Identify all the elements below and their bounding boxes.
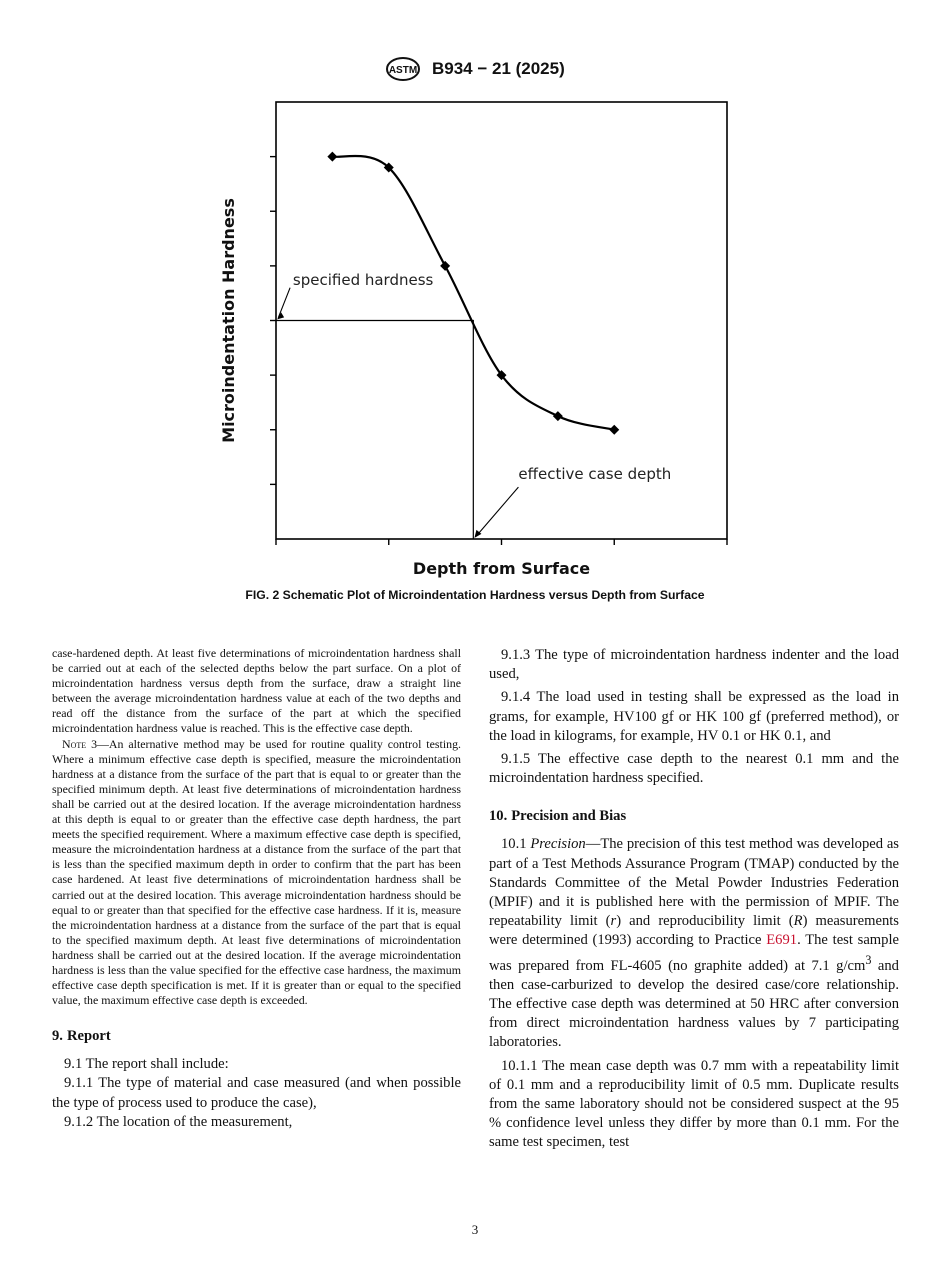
x-axis-label: Depth from Surface xyxy=(412,559,591,578)
note-label: Note 3 xyxy=(62,736,98,751)
section-10-heading: 10. Precision and Bias xyxy=(489,808,627,825)
data-point xyxy=(609,425,619,435)
figure-caption: FIG. 2 Schematic Plot of Microindentation Hardness versus Depth from Surface xyxy=(245,588,705,602)
data-point xyxy=(440,261,450,271)
paragraph-10-1-1: 10.1.1 The mean case depth was 0.7 mm with a repeatability limit of 0.1 mm and a reproducibility limit of 0.5 mm. Duplicate results from the same laboratory should not be considered suspect at the 95 % confidence level unless they differ by more than 0.1 mm. For the same test specimen, test xyxy=(489,1057,899,1151)
section-9-heading: 9. Report xyxy=(52,1028,111,1045)
hardness-depth-chart xyxy=(200,95,760,585)
left-column xyxy=(52,646,461,1136)
astm-logo-icon xyxy=(385,56,421,82)
specified-hardness-label: specified hardness xyxy=(292,270,434,289)
paragraph-9-1-3: 9.1.3 The type of microindentation hardness indenter and the load used, xyxy=(489,647,899,683)
page-header xyxy=(0,56,950,82)
data-point xyxy=(553,411,563,421)
case-depth-leader xyxy=(476,487,518,536)
data-point xyxy=(327,152,337,162)
svg-text:ASTM: ASTM xyxy=(389,65,418,76)
note-text: —An alternative method may be used for routine quality control testing. Where a minimum effective case depth is specified, measure the microindentation hardness at a distance from the surface of the part that is equal to or greater than the specified minimum depth. At least five determinations of microindentation hardness shall be carried out at the desired location. If the average microindentation hardness at this depth is equal to or greater than the effective case depth hardness, the part meets the specified requirement. Where a maximum effective case depth is specified, measure the microindentation hardness at a distance from the surface of the part that is less than the specified maximum depth in order to confirm that the part has been case hardened. At least five determinations of microindentation hardness shall be carried out at the desired location. This average microindentation hardness should be equal to or greater than that specified for the effective case hardness. If it is, measure the microindentation hardness at a distance from the surface of the part that is equal to the specified maximum depth. At least five determinations of microindentation hardness shall be carried out at the desired location. If the average microindentation hardness is less than the value specified for the effective case hardness, the maximum effective case depth specification is met. If it is greater than or equal to the specified value, the maximum effective case depth is exceeded. xyxy=(52,736,461,1008)
note-3 xyxy=(52,737,461,1009)
paragraph-9-1-5: 9.1.5 The effective case depth to the nearest 0.1 mm and the microindentation hardness specified. xyxy=(489,751,899,787)
right-column xyxy=(489,646,899,1157)
guide-lines xyxy=(276,321,473,540)
paragraph-case-depth: case-hardened depth. At least five determinations of microindentation hardness shall be carried out at each of the selected depths below the part surface. On a plot of microindentation hardness versus depth from the surface, draw a straight line between the average microindentation hardness value at each of the two depths and read off the distance from the surface of the part at which the specified microindentation hardness value is reached. This is the effective case depth. xyxy=(52,646,461,736)
y-axis-label: Microindentation Hardness xyxy=(219,198,238,443)
paragraph-9-1-4: 9.1.4 The load used in testing shall be expressed as the load in grams, for example, HV100 gf or HK 100 gf (preferred method), or the load in kilograms, for example, HV 0.1 or HK 0.1, and xyxy=(489,689,899,744)
specified-hardness-arrowhead xyxy=(277,312,284,319)
page-number: 3 xyxy=(471,1222,479,1237)
paragraph-9-1-1: 9.1.1 The type of material and case measured (and when possible the type of process used to produce the case), xyxy=(52,1075,461,1111)
effective-case-depth-label: effective case depth xyxy=(518,464,672,483)
specified-hardness-leader xyxy=(278,288,290,318)
practice-e691-link[interactable]: E691 xyxy=(766,932,798,949)
paragraph-9-1: 9.1 The report shall include: xyxy=(64,1056,229,1073)
paragraph-10-1: 10.1 Precision—The precision of this test method was developed as part of a Test Methods Assurance Program (TMAP) conducted by the Standards Committee of the Metal Powder Industries Federation (MPIF) and it is published here with the permission of MPIF. The repeatability limit (r) and reproducibility limit (R) measurements were determined (1993) according to Practice E691. The test sample was prepared from FL-4605 (no graphite added) at 7.1 $g/cm^3$ and then case-carburized to develop the desired case/core relationship. The effective case depth was determined at 50 HRC after conversion from direct microindentation hardness values by 7 participating laboratories. xyxy=(489,836,899,1051)
paragraph-9-1-2: 9.1.2 The location of the measurement, xyxy=(64,1113,293,1130)
document-designation: B934 − 21 (2025) xyxy=(431,59,565,78)
